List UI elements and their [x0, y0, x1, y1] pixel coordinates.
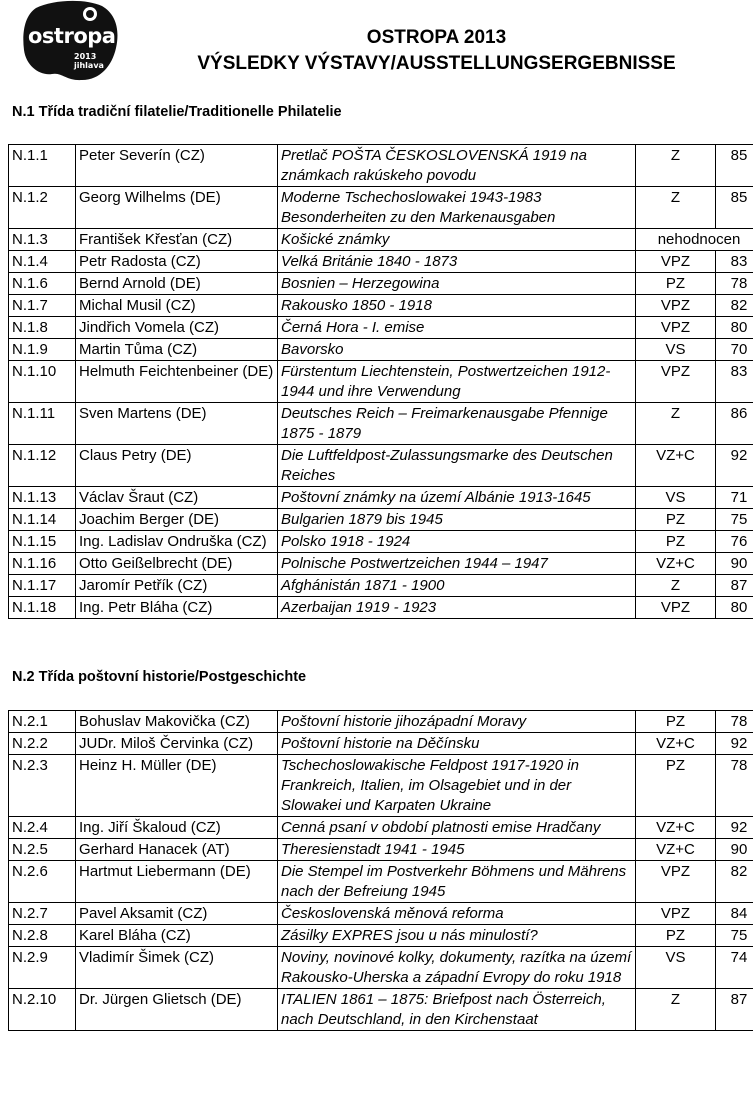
- exhibitor-name: Gerhard Hanacek (AT): [76, 839, 278, 861]
- exhibit-title: Poštovní známky na území Albánie 1913-1645: [278, 487, 636, 509]
- exhibit-title: Tschechoslowakische Feldpost 1917-1920 in Frankreich, Italien, im Olsagebiet und in der Slowakei und Karpaten Ukraine: [278, 755, 636, 817]
- entry-number: N.1.3: [9, 229, 76, 251]
- table-row: [9, 403, 753, 445]
- points-score: 87: [716, 575, 753, 597]
- exhibitor-name: Michal Musil (CZ): [76, 295, 278, 317]
- table-row: [9, 317, 753, 339]
- table-row: [9, 903, 753, 925]
- exhibit-title: Bavorsko: [278, 339, 636, 361]
- points-score: 82: [716, 295, 753, 317]
- exhibitor-name: Joachim Berger (DE): [76, 509, 278, 531]
- points-score: 80: [716, 597, 753, 619]
- entry-number: N.2.7: [9, 903, 76, 925]
- entry-number: N.1.10: [9, 361, 76, 403]
- points-score: 92: [716, 445, 753, 487]
- medal-award: PZ: [636, 755, 716, 817]
- entry-number: N.2.2: [9, 733, 76, 755]
- medal-award: PZ: [636, 273, 716, 295]
- exhibitor-name: Otto Geißelbrecht (DE): [76, 553, 278, 575]
- exhibitor-name: Jaromír Petřík (CZ): [76, 575, 278, 597]
- table-row: [9, 187, 753, 229]
- table-row: [9, 947, 753, 989]
- exhibitor-name: Ing. Jiří Škaloud (CZ): [76, 817, 278, 839]
- medal-award: Z: [636, 989, 716, 1031]
- medal-award: VPZ: [636, 597, 716, 619]
- entry-number: N.1.18: [9, 597, 76, 619]
- table-row: [9, 711, 753, 733]
- entry-number: N.1.4: [9, 251, 76, 273]
- table-row: [9, 509, 753, 531]
- exhibitor-name: Martin Tůma (CZ): [76, 339, 278, 361]
- medal-award: PZ: [636, 711, 716, 733]
- entry-number: N.2.8: [9, 925, 76, 947]
- points-score: 92: [716, 733, 753, 755]
- exhibitor-name: Bernd Arnold (DE): [76, 273, 278, 295]
- exhibit-title: Poštovní historie jihozápadní Moravy: [278, 711, 636, 733]
- exhibitor-name: Peter Severín (CZ): [76, 145, 278, 187]
- medal-award: PZ: [636, 531, 716, 553]
- points-score: 82: [716, 861, 753, 903]
- exhibitor-name: Bohuslav Makovička (CZ): [76, 711, 278, 733]
- page-title: OSTROPA 2013: [366, 27, 507, 48]
- exhibitor-name: Heinz H. Müller (DE): [76, 755, 278, 817]
- table-row: [9, 487, 753, 509]
- medal-award: Z: [636, 145, 716, 187]
- exhibit-title: Moderne Tschechoslowakei 1943-1983 Besonderheiten zu den Markenausgaben: [278, 187, 636, 229]
- exhibitor-name: Václav Šraut (CZ): [76, 487, 278, 509]
- exhibit-title: Zásilky EXPRES jsou u nás minulostí?: [278, 925, 636, 947]
- exhibit-title: Velká Británie 1840 - 1873: [278, 251, 636, 273]
- medal-award: VPZ: [636, 295, 716, 317]
- exhibit-title: Noviny, novinové kolky, dokumenty, razítka na území Rakousko-Uherska a západní Evropy do roku 1918: [278, 947, 636, 989]
- table-row: [9, 733, 753, 755]
- exhibitor-name: Karel Bláha (CZ): [76, 925, 278, 947]
- entry-number: N.2.6: [9, 861, 76, 903]
- logo-year: 2013: [74, 52, 97, 61]
- medal-award: VPZ: [636, 361, 716, 403]
- page-subtitle: VÝSLEDKY VÝSTAVY/AUSSTELLUNGSERGEBNISSE: [197, 53, 676, 74]
- entry-number: N.1.8: [9, 317, 76, 339]
- exhibitor-name: Vladimír Šimek (CZ): [76, 947, 278, 989]
- medal-award: VPZ: [636, 903, 716, 925]
- entry-number: N.1.9: [9, 339, 76, 361]
- points-score: 80: [716, 317, 753, 339]
- medal-award: Z: [636, 403, 716, 445]
- entry-number: N.1.14: [9, 509, 76, 531]
- points-score: 87: [716, 989, 753, 1031]
- exhibitor-name: František Křesťan (CZ): [76, 229, 278, 251]
- table-row: [9, 861, 753, 903]
- logo-year-city: [74, 52, 104, 70]
- exhibitor-name: Ing. Petr Bláha (CZ): [76, 597, 278, 619]
- exhibitor-name: Sven Martens (DE): [76, 403, 278, 445]
- table-row: [9, 925, 753, 947]
- entry-number: N.2.3: [9, 755, 76, 817]
- section-title-n2: N.2 Třída poštovní historie/Postgeschichte: [12, 669, 307, 685]
- exhibit-title: Deutsches Reich – Freimarkenausgabe Pfennige 1875 - 1879: [278, 403, 636, 445]
- points-score: 71: [716, 487, 753, 509]
- results-table-n1: [8, 144, 753, 619]
- points-score: 78: [716, 273, 753, 295]
- medal-award: Z: [636, 575, 716, 597]
- exhibitor-name: Pavel Aksamit (CZ): [76, 903, 278, 925]
- points-score: 76: [716, 531, 753, 553]
- exhibit-title: Československá měnová reforma: [278, 903, 636, 925]
- logo-text: ostropa: [28, 24, 116, 48]
- entry-number: N.2.1: [9, 711, 76, 733]
- exhibitor-name: Hartmut Liebermann (DE): [76, 861, 278, 903]
- points-score: 70: [716, 339, 753, 361]
- exhibit-title: Pretlač POŠTA ČESKOSLOVENSKÁ 1919 na známkach rakúskeho povodu: [278, 145, 636, 187]
- exhibit-title: Černá Hora - I. emise: [278, 317, 636, 339]
- medal-award: VZ+C: [636, 553, 716, 575]
- exhibit-title: Cenná psaní v období platnosti emise Hradčany: [278, 817, 636, 839]
- entry-number: N.1.16: [9, 553, 76, 575]
- medal-award: VPZ: [636, 317, 716, 339]
- table-row: [9, 445, 753, 487]
- entry-number: N.1.11: [9, 403, 76, 445]
- entry-number: N.2.10: [9, 989, 76, 1031]
- points-score: 90: [716, 553, 753, 575]
- table-row: [9, 575, 753, 597]
- medal-award: VZ+C: [636, 817, 716, 839]
- table-row: [9, 361, 753, 403]
- medal-award: VZ+C: [636, 839, 716, 861]
- medal-award: PZ: [636, 509, 716, 531]
- points-score: 74: [716, 947, 753, 989]
- points-score: 83: [716, 361, 753, 403]
- exhibit-title: Košické známky: [278, 229, 636, 251]
- entry-number: N.2.5: [9, 839, 76, 861]
- exhibit-title: Polsko 1918 - 1924: [278, 531, 636, 553]
- entry-number: N.1.6: [9, 273, 76, 295]
- exhibit-title: Rakousko 1850 - 1918: [278, 295, 636, 317]
- exhibit-title: Bulgarien 1879 bis 1945: [278, 509, 636, 531]
- exhibitor-name: Dr. Jürgen Glietsch (DE): [76, 989, 278, 1031]
- points-score: 85: [716, 145, 753, 187]
- exhibitor-name: Petr Radosta (CZ): [76, 251, 278, 273]
- table-row: [9, 989, 753, 1031]
- points-score: 75: [716, 925, 753, 947]
- points-score: 75: [716, 509, 753, 531]
- medal-award: VPZ: [636, 861, 716, 903]
- table-row: [9, 295, 753, 317]
- medal-award: VS: [636, 947, 716, 989]
- entry-number: N.1.17: [9, 575, 76, 597]
- table-row: [9, 817, 753, 839]
- table-row: [9, 339, 753, 361]
- points-score: 86: [716, 403, 753, 445]
- exhibit-title: Die Luftfeldpost-Zulassungsmarke des Deutschen Reiches: [278, 445, 636, 487]
- medal-award: VS: [636, 339, 716, 361]
- entry-number: N.1.13: [9, 487, 76, 509]
- exhibit-title: Afghánistán 1871 - 1900: [278, 575, 636, 597]
- exhibit-title: Fürstentum Liechtenstein, Postwertzeichen 1912-1944 und ihre Verwendung: [278, 361, 636, 403]
- logo-city: jihlava: [74, 61, 104, 70]
- table-row: [9, 553, 753, 575]
- medal-award: VS: [636, 487, 716, 509]
- exhibit-title: Theresienstadt 1941 - 1945: [278, 839, 636, 861]
- exhibitor-name: Ing. Ladislav Ondruška (CZ): [76, 531, 278, 553]
- table-row: [9, 755, 753, 817]
- entry-number: N.1.12: [9, 445, 76, 487]
- exhibitor-name: Helmuth Feichtenbeiner (DE): [76, 361, 278, 403]
- ostropa-logo: [22, 0, 120, 82]
- medal-award: VPZ: [636, 251, 716, 273]
- exhibitor-name: Claus Petry (DE): [76, 445, 278, 487]
- exhibit-title: Die Stempel im Postverkehr Böhmens und Mährens nach der Befreiung 1945: [278, 861, 636, 903]
- points-score: 83: [716, 251, 753, 273]
- results-table-n2: [8, 710, 753, 1031]
- exhibit-title: ITALIEN 1861 – 1875: Briefpost nach Österreich, nach Deutschland, in den Kirchenstaat: [278, 989, 636, 1031]
- exhibit-title: Bosnien – Herzegowina: [278, 273, 636, 295]
- exhibitor-name: Georg Wilhelms (DE): [76, 187, 278, 229]
- table-row: [9, 251, 753, 273]
- points-score: 90: [716, 839, 753, 861]
- entry-number: N.2.4: [9, 817, 76, 839]
- points-score: 92: [716, 817, 753, 839]
- entry-number: N.2.9: [9, 947, 76, 989]
- points-score: 84: [716, 903, 753, 925]
- table-row: [9, 273, 753, 295]
- medal-award: nehodnocen: [636, 229, 753, 251]
- exhibit-title: Polnische Postwertzeichen 1944 – 1947: [278, 553, 636, 575]
- table-row: [9, 145, 753, 187]
- section-title-n1: N.1 Třída tradiční filatelie/Traditionelle Philatelie: [12, 104, 342, 120]
- entry-number: N.1.7: [9, 295, 76, 317]
- exhibitor-name: JUDr. Miloš Červinka (CZ): [76, 733, 278, 755]
- table-row: [9, 229, 753, 251]
- points-score: 85: [716, 187, 753, 229]
- table-row: [9, 597, 753, 619]
- exhibit-title: Azerbaijan 1919 - 1923: [278, 597, 636, 619]
- medal-award: Z: [636, 187, 716, 229]
- entry-number: N.1.2: [9, 187, 76, 229]
- points-score: 78: [716, 755, 753, 817]
- entry-number: N.1.15: [9, 531, 76, 553]
- exhibit-title: Poštovní historie na Děčínsku: [278, 733, 636, 755]
- table-row: [9, 839, 753, 861]
- table-row: [9, 531, 753, 553]
- medal-award: VZ+C: [636, 445, 716, 487]
- entry-number: N.1.1: [9, 145, 76, 187]
- medal-award: VZ+C: [636, 733, 716, 755]
- exhibitor-name: Jindřich Vomela (CZ): [76, 317, 278, 339]
- medal-award: PZ: [636, 925, 716, 947]
- points-score: 78: [716, 711, 753, 733]
